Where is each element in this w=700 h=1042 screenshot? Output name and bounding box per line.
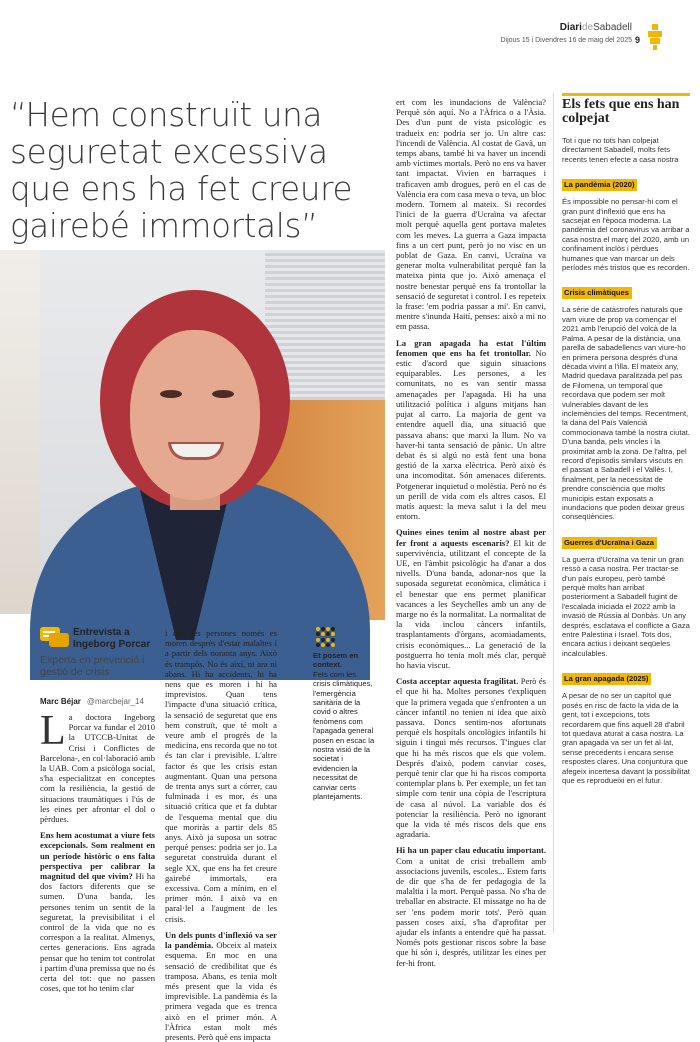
interview-tag-subtitle: Experta en prevenció i gestió de crisis xyxy=(40,654,145,678)
sidebar-intro: Tot i que no tots han colpejat directament Sabadell, molts fets recents tenen efecte a casa nostra xyxy=(562,136,679,164)
answer-paragraph: i que les persones només es moren després d'estar malaltes i a partir dels noranta anys. Això és trampós. No és així, ni ara ni abans. Hi ha accidents, hi ha nens que es moren i hi ha imprevistos. Quan tens l'impacte d'una situació crítica, la sensació de seguretat que ens hem construït, que té molt a veure amb el progrés de la medicina, ens recorda que no tot és tan clar i previsible. L'altre factor és que les crisis estan augmentant. Quan una persona de trenta anys surt a córrer, cau fulminada i es mor, és una situació crítica que et fa dubtar de l'esquema mental que diu que moriràs a partir dels 85 anys. Això ja suposa un sotrac perquè penses: podria ser jo. La seguretat construïda durant el segle XX, que ens ha fet creure gairebé immortals, era excessiva. Com a mínim, en el primer món. I això va en paral·lel a l'augment de les crisis. xyxy=(165,628,277,924)
intro-paragraph: La doctora Ingeborg Porcar va fundar el 2010 la UTCCB-Unitat de Crisi i Conflictes de Barcelona-, en col·laboració amb la UAB. Com a psicòloga social, s'ha especialitzat en conceptes com la resiliència, la gestió de situacions traumàtiques i l'ús de les eines per afrontar el dol o pèrdues. xyxy=(40,708,155,825)
section-text: A pesar de no ser un capítol que posés en risc de facto la vida de la gent, tot i excepcions, tots recordarem que fins aquell 28 d'abril tot quedava aturat a casa nostra. La gran apagada va ser un fet al·lat, sense precedents i encara sense respostes clares. Una conjuntura que afegeix incertesa davant la possibilitat que es reprodueixi en el futur. xyxy=(562,691,690,785)
sidebar-section xyxy=(562,532,690,658)
portrait-photo xyxy=(0,250,385,614)
shield-logo-icon xyxy=(648,24,662,50)
question-paragraph: Un dels punts d'inflexió va ser la pandèmia. Obceix al mateix esquema. En moc en una sensació de credibilitat que és tramposa. Abans, es tenia molt més present que la vida és imprevisible. La pandèmia és la primera vegada que es trenca això en el primer món. A l'Àfrica estan molt més presents. Però què ens impacta xyxy=(165,929,278,1042)
brand-sabadell: Sabadell xyxy=(593,22,632,33)
headline: “Hem construït una seguretat excessiva que ens ha fet creure gairebé immortals” xyxy=(10,96,353,245)
newspaper-brand xyxy=(560,22,632,33)
page-header xyxy=(0,0,700,62)
section-label: La pandèmia (2020) xyxy=(562,179,637,191)
article-column-2 xyxy=(165,628,277,1042)
question-paragraph: Ens hem acostumat a viure fets excepcionals. Som realment en un període històric o ens falta perspectiva per calibrar la magnitud del que vivim? Hi ha dos factors diferents que se sumen. D'una banda, les persones tenim un sentit de la seguretat, la previsibilitat i el control de la vida que no es correspon a la realitat. Almenys, certes generacions. Ens agrada pensar que ho tenim tot controlat i partim d'una premissa que no és certa del tot: que no passen coses, que tot ho tenim clar xyxy=(40,830,156,994)
article-column-3 xyxy=(396,97,546,968)
context-title: Et posem en context. xyxy=(313,651,359,670)
section-label: Guerres d'Ucraïna i Gaza xyxy=(562,537,657,549)
section-text: És impossible no pensar-hi com el gran punt d'inflexió que ens ha sacsejat en l'època moderna. La pandèmia del coronavirus va arribar a casa nostra el març del 2020, amb un confinament inclòs i pèrdues humanes que van marcar un dels períodes més tristos que es recorden. xyxy=(562,197,690,273)
context-text: Fets com les crisis climàtiques, l'emergència sanitària de la covid o altres fenòmens com l'apagada general posen en escac la nostra visió de la societat i evidencien la necessitat de canviar certs plantejaments. xyxy=(313,669,375,802)
section-text: La guerra d'Ucraïna va tenir un gran ressò a casa nostra. Per tractar-se d'un país europeu, però també perquè molts han arribat posteriorment a Sabadell fugint de l'escalada iniciada el 2022 amb la invasió de Rússia al Donbàs. Un any després, esclatava el conflicte a Gaza entre Palestina i Israel. Tots dos, encara actius i deixant seqüeles incalculables. xyxy=(562,554,690,658)
section-label: Crisis climàtiques xyxy=(562,287,632,299)
context-box xyxy=(313,627,375,802)
answer-paragraph: ert com les inundacions de València? Perquè són aquí. No a l'Àfrica o a l'Àsia. Des d'un punt de vista psicològic es tradueix en: podria ser jo. Un altre cas: l'incendi de València. Al costat de Gavà, un temps abans, també hi va haver un incendi amb víctimes mortals. Però no ens va haver tant impactat. Vivien en barraques i traficaven amb drogues, però en el cas de València era com casa meva o teva, un bloc modern. Tornem al mateix. Si recordes l'inici de la guerra d'Ucraïna va afectar molt perquè aquella gent portava maletes com les meves. La guerra a Gaza impacta fins a un cert punt, però jo no visc en un poblat de Gaza. En canvi, Ucraïna va generar molta vulnerabilitat perquè fan la mateixa pinta que jo. Això amenaça el nostre benestar perquè ens fa trontollar la sensació de seguretat i control. I es repeteix la frase: 'em podria passar a mi'. En canvi, mentre s'inunda Haití, penses: això a mi no em passa. xyxy=(396,97,546,332)
drop-cap: L xyxy=(40,708,66,754)
author-name: Marc Béjar xyxy=(40,697,81,706)
speech-bubbles-icon xyxy=(40,627,70,649)
question-paragraph: Hi ha un paper clau educatiu important. Com a unitat de crisi treballem amb associacions juvenils, escoles... Estem farts de dir que s'ha de fer pedagogia de la malaltia i la mort. Perquè passa. No s'ha de treballar en abstracte. El missatge no ha de ser 'ens podem morir tots'. Però quan passen coses així, s'ha d'aprofitar per ajudar els infants a entendre què ha passat. Només pots gestionar riscos sobre la base que hi són i, després, utilitzar les eines per fer-hi front. xyxy=(396,845,546,968)
question-paragraph: Quines eines tenim al nostre abast per fer front a aquests escenaris? El kit de supervivència, utilitzant el concepte de la UE, en l'àmbit psicològic ha d'anar a dos nivells. D'una banda, adonar-nos que la suposada seguretat econòmica, climàtica i el benestar que ens permet planificar vacances a les Seychelles amb un any de marge no és la normalitat. La normalitat de la vida inclou càncers infantils, trasplantaments d'òrgans, acomiadaments, crisis econòmiques... La generació de la postguerra ho tenia molt més clar, perquè ho havia viscut. xyxy=(396,527,546,670)
question-paragraph: La gran apagada ha estat l'últim fenomen que ens ha fet trontollar. No estic d'acord que siguin situacions equiparables. Les persones, a les comunitats, no es van sentir massa amenaçades per l'apagada. Hi ha una utilització política i alguns mitjans han pujat al carro. La majoria de gent va entendre aquell dia, una situació que passava abans: que marxi la llum. No va haver-hi tanta sensació de pànic. Un altre debat és si algú no està fent una bona gestió de la xarxa elèctrica. Però això és una incomoditat. Són amenaces diferents. Potgenerar inquietud o molèstia. Però no és un perill de vida com els altres casos. El matís aquest: la meva salut i la del meu entorn. xyxy=(396,337,546,522)
question-paragraph: Costa acceptar aquesta fragilitat. Però és el que hi ha. Moltes persones t'expliquen que la primera vegada que s'enfronten a un càncer infantil no tenien ni idea que això passava. Doncs sentim-nos afortunats perquè els hospitals oncològics infantils hi siguin i tingui més recursos. T'ingues clar que hi ha més riscos que els que volem. Després d'això, podem canviar coses, perquè tenir clar que hi ha riscos comporta contemplar plans b. Per exemple, un fet tan simple com tenir una còpia de l'escriptura de casa al núvol. La variable dos és potenciar la resiliència. Però no ignorant que la vida té més riscos dels que ens agradaria. xyxy=(396,676,546,840)
sidebar-section xyxy=(562,282,690,521)
brand-de: de xyxy=(581,22,594,33)
article-column-1 xyxy=(40,708,156,994)
sidebar-title: Els fets que ens han colpejat xyxy=(562,97,680,126)
sidebar-section xyxy=(562,174,690,272)
byline xyxy=(40,697,144,706)
author-handle: @marcbejar_14 xyxy=(86,697,144,706)
interview-tag-title: Entrevista a Ingeborg Porcar xyxy=(73,627,151,650)
sidebar-accent-bar xyxy=(562,93,690,96)
sidebar-section xyxy=(562,668,690,785)
sidebar-facts xyxy=(562,93,690,785)
page-number: 9 xyxy=(634,35,640,45)
brand-diari: Diari xyxy=(559,22,582,33)
section-text: La sèrie de catàstrofes naturals que vam viure de prop va començar el 2021 amb l'erupció del volcà de la Palma. A pesar de la distància, una parella de sabadellencs van viure-ho en primera persona després d'una dècada vivint a l'illa. El mateix any, Madrid quedava paralitzada pel pas de Filomena, un temporal que recordava que podem ser molt vulnerables davant de les inclemències del temps. Recentment, la dana del País Valencià commocionava també la nostra ciutat. D'una banda, pels vincles i la proximitat amb la zona. De l'altra, pel record d'episodis similars viscuts en el passat a Sabadell i el Vallès. I, finalment, per la necessitat de prendre consciència que molts municipis estan exposats a inundacions que poden deixar greus conseqüències. xyxy=(562,305,690,522)
column-divider xyxy=(553,93,554,933)
section-label: La gran apagada (2025) xyxy=(562,673,651,685)
dots-icon xyxy=(316,627,336,647)
dateline: Dijous 15 i Divendres 16 de maig del 2025 xyxy=(500,37,632,44)
